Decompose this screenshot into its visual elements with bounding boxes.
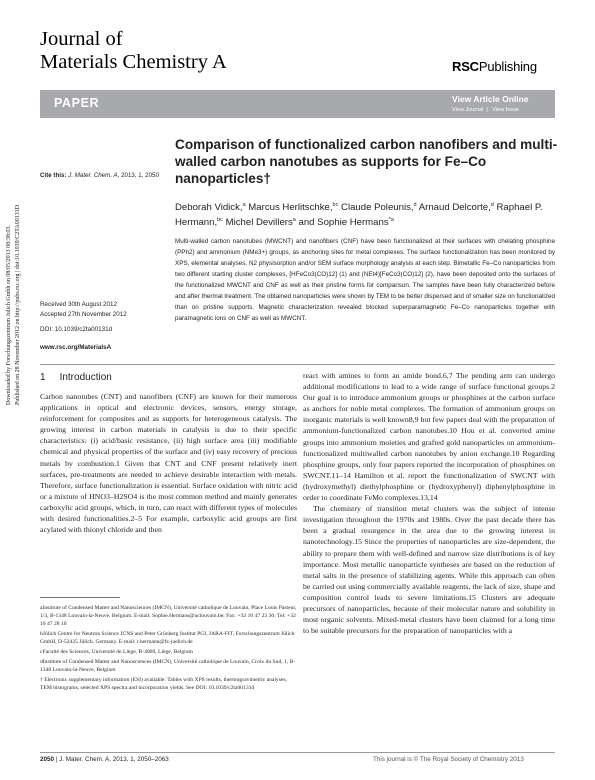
author-name: Michel Devillers	[222, 217, 293, 229]
banner-separator: |	[486, 107, 488, 113]
abstract: Multi-walled carbon nanotubes (MWCNT) and nanofibers (CNF) have been functionalized at their surfaces with chelating phosphine (PPh2) and ammonium (NMe3+) groups, as anchoring sites for metal complexes. The surface functionalization has been monitored by XPS, elemental analyses, N2 physisorption and/or SEM surface morphology analysis at each step. Bimetallic Fe–Co nanoparticles from two different starting cluster complexes, [HFeCo3(CO)12] (1) and (NEt4)[FeCo3(CO)12] (2), have been deposited onto the surfaces of the functionalized MWCNT and CNF as well as their pristine forms for comparison. The samples have been fully characterized before and after thermal treatment. The obtained nanoparticles were shown by TEM to be better dispersed and of smaller size on functionalized than on pristine supports. Magnetic characterization revealed blocked superparamagnetic Fe–Co nanoparticles together with paramagnetic ions on CNF as well as MWCNT.	[175, 238, 555, 322]
section-heading	[40, 372, 112, 383]
author-list	[175, 199, 555, 229]
article-doi[interactable]: DOI: 10.1039/c2ta00131d	[40, 326, 113, 333]
footer-separator: |	[55, 756, 58, 763]
author-name: Arnaud Delcorte,	[416, 202, 491, 214]
author-name: Claude Poleunis,	[338, 202, 414, 214]
received-date: Received 30th August 2012	[40, 301, 118, 308]
cite-rest: , 2013, 1, 2050	[117, 172, 159, 179]
section-number: 1	[40, 372, 46, 383]
affiliation: aInstitute of Condensed Matter and Nanosciences (IMCN), Université catholique de Louvain, Place Louis Pasteur, 1/3, B-1348 Louvain-la-Neuve, Belgium. E-mail: Sophie.Hermans@uclouvain.be; Fax: +32 10 47 23 30; Tel: +32 10 47 28 10	[40, 605, 297, 628]
esi-note: † Electronic supplementary information (ESI) available: Tables with XPS results, thermogravimetric analyses, TEM histograms, selected XPS spectra and incorporation yields. See DOI: 10.1039/c2ta00131d	[40, 676, 287, 691]
author-affiliation-mark: d	[413, 202, 417, 208]
side-note-line1: Downloaded by Forschungszentrum Julich Gmbh on 08/05/2013 08:38:03.	[6, 225, 12, 405]
body-column-right	[303, 370, 555, 636]
cite-label: Cite this:	[40, 172, 67, 179]
banner-links	[452, 107, 522, 113]
author-name: Deborah Vidick,	[175, 202, 243, 214]
author-affiliation-mark: a	[292, 217, 296, 224]
body-paragraph: Carbon nanotubes (CNT) and nanofibers (CNF) are known for their numerous applications in optical and electronic devices, sensors, energy storage, reinforcement for composites and as supports for heterogeneous catalysis. The growing interest in carbon materials in catalysis is due to their specific characteristics: (i) acid/basic resistance, (ii) high surface area (iii) modifiable chemical and physical properties of the surface and (iv) easy recovery of precious metals by combustion.1 Given that CNT and CNF present relatively inert surfaces, pre-treatments are needed to achieve desirable interaction with metals. Therefore, surface functionalization is essential. Surface oxidation with nitric acid or a mixture of HNO3–H2SO4 is the most common method and mainly generates carboxylic acid groups, which, in turn, can react with different types of molecules with desired functionalities.2–5 For example, carboxylic acid groups are first acylated with thionyl chloride and then	[40, 392, 297, 535]
journal-url[interactable]: www.rsc.org/MaterialsA	[40, 344, 112, 351]
author-affiliation-mark: a	[242, 202, 246, 208]
affiliation: dInstitute of Condensed Matter and Nanosciences (IMCN), Université catholique de Louvain, Croix du Sud, 1, B-1348 Louvain-la-Neuve, Belgium	[40, 658, 296, 673]
footer-citation: J. Mater. Chem. A, 2013, 1, 2050–2063	[59, 756, 169, 763]
author-affiliation-mark: bc	[217, 217, 223, 224]
body-paragraph: react with amines to form an amide bond.6,7 The pending arm can undergo additional modifications to lead to a wide range of surface functional groups.2 Our goal is to introduce ammonium groups or phosphines at the carbon surface as anchors for noble metal complexes. The formation of ammonium groups on inorganic materials is well known8,9 but few papers deal with the preparation of ammonium-functionalized carbon nanotubes.10 Hou et al. converted amine groups into ammonium moieties and grafted gold nanoparticles on ammonium-functionalized multiwalled carbon nanotubes by anion exchange.10 Regarding phosphine groups, only four papers reported the incorporation of phosphines on SWCNT.11–14 Hamilton et al. report the functionalization of SWCNT with (hydroxymethyl) diethylphosphine or (hydroxyphenyl) diphenylphosphine in order to coordinate FeMo complexes.13,14	[303, 371, 555, 503]
logo-rest: Publishing	[478, 59, 537, 74]
author-affiliation-mark: *a	[388, 217, 394, 224]
accepted-date: Accepted 27th November 2012	[40, 311, 127, 318]
section-title: Introduction	[59, 372, 112, 383]
side-note-line2: Published on 28 November 2012 on http://pubs.rsc.org | doi:10.1039/C2TA00131D	[15, 204, 21, 405]
footnote-divider	[40, 597, 120, 598]
author-name: and Sophie Hermans	[295, 217, 389, 229]
view-journal-link[interactable]: View Journal	[452, 107, 484, 113]
author-name: Marcus Herlitschke,	[245, 202, 333, 214]
download-side-note	[4, 175, 26, 405]
article-type-label: PAPER	[54, 96, 100, 110]
affiliation: bJülich Centre for Neutron Science JCNS and Peter Grünberg Institut PGI, JARA-FIT, Forschungszentrum Jülich GmbH, D-52425 Jülich, Germany. E-mail: r.hermann@fz-juelich.de	[40, 631, 295, 646]
author-affiliation-mark: d	[490, 202, 494, 208]
view-issue-link[interactable]: View Issue	[492, 107, 519, 113]
article-title: Comparison of functionalized carbon nanofibers and multi-walled carbon nanotubes as supports for Fe–Co nanoparticles†	[175, 137, 558, 186]
journal-title-line2: Materials Chemistry A	[40, 51, 227, 73]
logo-bold: RSC	[452, 59, 479, 74]
page-footer-left	[40, 756, 169, 763]
article-dates	[40, 300, 165, 320]
view-article-online-link[interactable]: View Article Online	[452, 94, 529, 104]
page-number: 2050	[40, 756, 55, 763]
section-divider	[40, 364, 555, 365]
author-name: Raphael P. Hermann,	[175, 202, 543, 229]
body-column-left	[40, 391, 297, 535]
affiliation: cFaculté des Sciences, Université de Liège, B-4000, Liège, Belgium	[40, 649, 193, 656]
body-paragraph: The chemistry of transition metal clusters was the subject of intense investigation throughout the 1970s and 1980s. Over the past decade there has been a gradual resurgence in the area due to the growing interest in nanotechnology.15 Since the properties of nanoparticles are size-dependent, the ability to prepare them with well-defined and narrow size distributions is of key importance. Most metallic nanoparticle syntheses are based on the reduction of metal salts in the presence of stabilizing agents. While this approach can often be carried out using commercially available reagents, the lack of size, shape and composition control leads to severe limitations.15 Clusters are adequate precursors of nanoparticles, because of their molecular nature and solubility in most organic solvents. Mixed-metal clusters have been claimed for a long time to be suitable precursors for the preparation of nanoparticles with a	[303, 504, 555, 636]
affiliations	[40, 604, 297, 694]
cite-this	[40, 172, 160, 180]
author-affiliation-mark: bc	[332, 202, 339, 208]
page-footer-right: This journal is © The Royal Society of Chemistry 2013	[373, 756, 524, 763]
footer-divider	[40, 752, 555, 753]
journal-title-line1: Journal of	[40, 28, 123, 50]
cite-journal: J. Mater. Chem. A	[68, 172, 118, 179]
journal-title	[40, 28, 227, 74]
publisher-logo	[452, 59, 537, 74]
